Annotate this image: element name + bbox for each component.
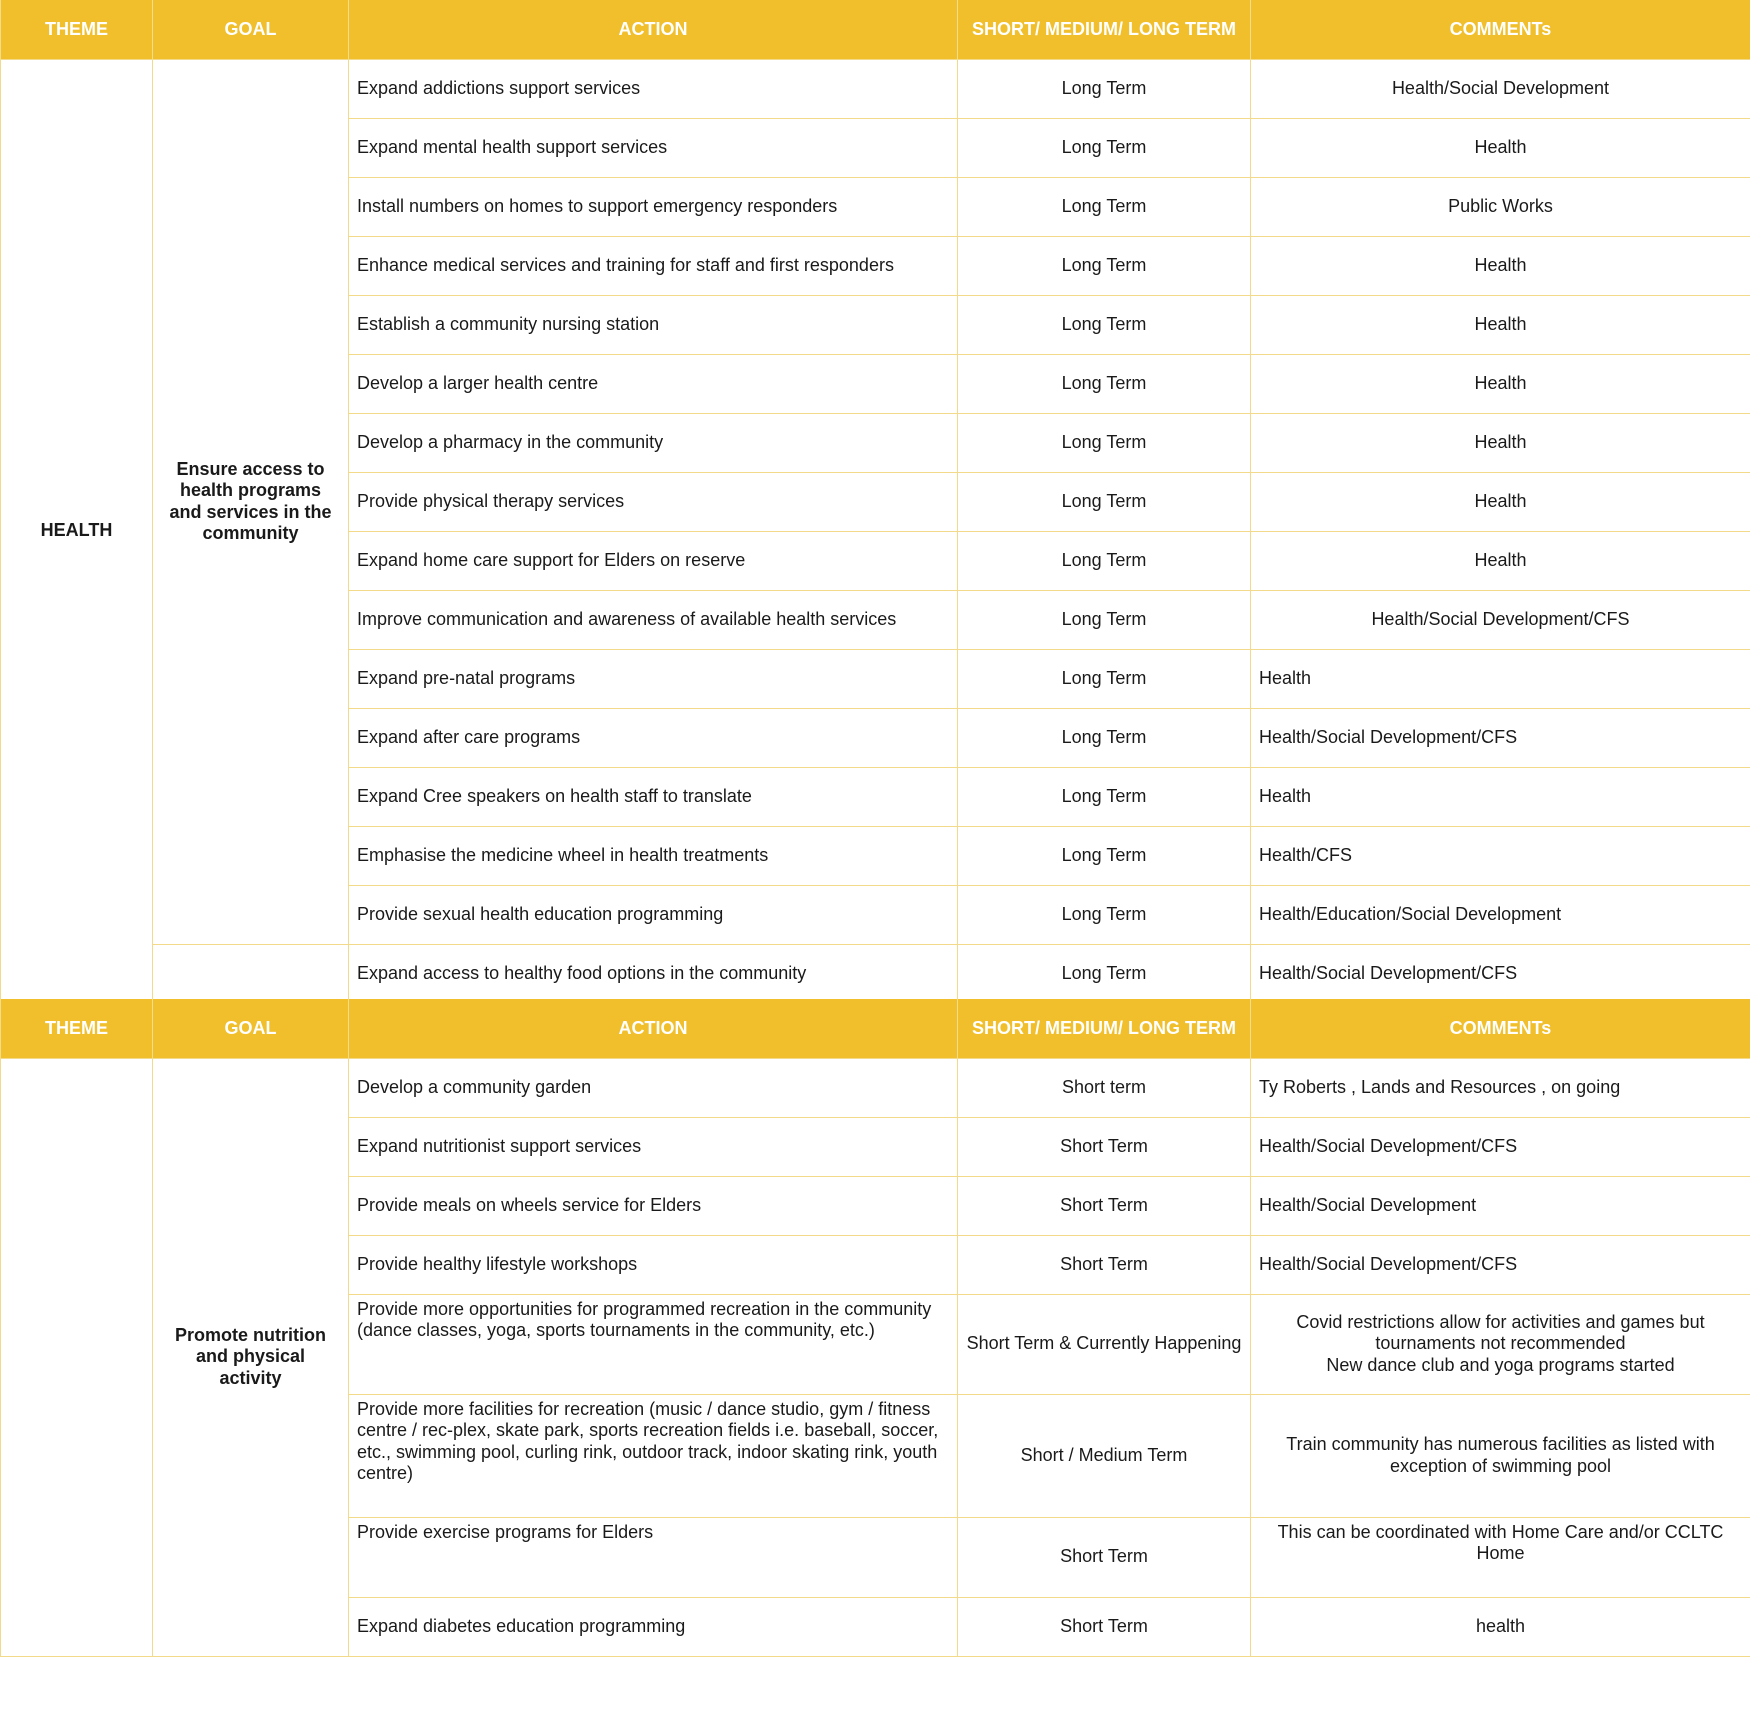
term-cell: Long Term bbox=[958, 118, 1251, 177]
comment-cell: This can be coordinated with Home Care and/or CCLTC Home bbox=[1251, 1517, 1750, 1597]
term-cell: Short Term bbox=[958, 1517, 1251, 1597]
comment-cell: Health/CFS bbox=[1251, 826, 1750, 885]
goal-cell-empty bbox=[153, 944, 349, 1003]
comment-cell: Health bbox=[1251, 354, 1750, 413]
comment-cell: Health/Social Development/CFS bbox=[1251, 708, 1750, 767]
action-cell: Expand access to healthy food options in the community bbox=[349, 944, 958, 1003]
action-cell: Establish a community nursing station bbox=[349, 295, 958, 354]
term-cell: Short Term & Currently Happening bbox=[958, 1294, 1251, 1394]
header-goal: GOAL bbox=[153, 0, 349, 59]
action-cell: Expand addictions support services bbox=[349, 59, 958, 118]
term-cell: Long Term bbox=[958, 649, 1251, 708]
action-cell: Expand mental health support services bbox=[349, 118, 958, 177]
action-cell: Expand Cree speakers on health staff to translate bbox=[349, 767, 958, 826]
comment-cell: health bbox=[1251, 1597, 1750, 1656]
term-cell: Long Term bbox=[958, 177, 1251, 236]
comment-cell: Health/Social Development/CFS bbox=[1251, 590, 1750, 649]
term-cell: Short Term bbox=[958, 1176, 1251, 1235]
table-row bbox=[1, 1058, 1750, 1117]
term-cell: Long Term bbox=[958, 472, 1251, 531]
comment-cell: Train community has numerous facilities as listed with exception of swimming pool bbox=[1251, 1394, 1750, 1517]
comment-cell: Health bbox=[1251, 295, 1750, 354]
action-cell: Enhance medical services and training for staff and first responders bbox=[349, 236, 958, 295]
comment-cell: Health bbox=[1251, 236, 1750, 295]
table-row bbox=[1, 59, 1750, 118]
action-cell: Develop a community garden bbox=[349, 1058, 958, 1117]
action-cell: Provide sexual health education programming bbox=[349, 885, 958, 944]
term-cell: Short Term bbox=[958, 1235, 1251, 1294]
action-cell: Provide healthy lifestyle workshops bbox=[349, 1235, 958, 1294]
term-cell: Long Term bbox=[958, 531, 1251, 590]
term-cell: Short Term bbox=[958, 1117, 1251, 1176]
action-cell: Provide meals on wheels service for Elders bbox=[349, 1176, 958, 1235]
action-cell: Expand home care support for Elders on reserve bbox=[349, 531, 958, 590]
comment-cell: Health/Education/Social Development bbox=[1251, 885, 1750, 944]
term-cell: Short term bbox=[958, 1058, 1251, 1117]
action-cell: Emphasise the medicine wheel in health treatments bbox=[349, 826, 958, 885]
term-cell: Long Term bbox=[958, 826, 1251, 885]
nutrition-table bbox=[0, 999, 1750, 1657]
comment-cell: Public Works bbox=[1251, 177, 1750, 236]
header-term: SHORT/ MEDIUM/ LONG TERM bbox=[958, 0, 1251, 59]
action-cell: Expand pre-natal programs bbox=[349, 649, 958, 708]
term-cell: Long Term bbox=[958, 944, 1251, 1003]
comment-cell: Health/Social Development/CFS bbox=[1251, 1235, 1750, 1294]
theme-cell bbox=[1, 1058, 153, 1656]
action-cell: Install numbers on homes to support emergency responders bbox=[349, 177, 958, 236]
term-cell: Long Term bbox=[958, 59, 1251, 118]
goal-cell: Ensure access to health programs and services in the community bbox=[153, 59, 349, 944]
action-cell: Provide more opportunities for programmed recreation in the community (dance classes, yoga, sports tournaments in the community, etc.) bbox=[349, 1294, 958, 1394]
term-cell: Long Term bbox=[958, 354, 1251, 413]
comment-cell: Health bbox=[1251, 531, 1750, 590]
comment-cell: Health bbox=[1251, 413, 1750, 472]
header-theme: THEME bbox=[1, 0, 153, 59]
header-theme: THEME bbox=[1, 999, 153, 1058]
comment-cell: Health bbox=[1251, 649, 1750, 708]
action-cell: Develop a larger health centre bbox=[349, 354, 958, 413]
theme-cell: HEALTH bbox=[1, 59, 153, 1003]
goal-cell: Promote nutrition and physical activity bbox=[153, 1058, 349, 1656]
comment-cell: Health bbox=[1251, 118, 1750, 177]
action-cell: Provide more facilities for recreation (music / dance studio, gym / fitness centre / rec-plex, skate park, sports recreation fields i.e. baseball, soccer, etc., swimming pool, curling rink, outdoor track, indoor skating rink, youth centre) bbox=[349, 1394, 958, 1517]
header-row bbox=[1, 999, 1750, 1058]
table-row bbox=[1, 944, 1750, 1003]
comment-cell: Health/Social Development/CFS bbox=[1251, 1117, 1750, 1176]
term-cell: Long Term bbox=[958, 767, 1251, 826]
comment-cell: Health/Social Development/CFS bbox=[1251, 944, 1750, 1003]
header-term: SHORT/ MEDIUM/ LONG TERM bbox=[958, 999, 1251, 1058]
header-goal: GOAL bbox=[153, 999, 349, 1058]
action-cell: Provide physical therapy services bbox=[349, 472, 958, 531]
term-cell: Long Term bbox=[958, 413, 1251, 472]
comment-cell: Health/Social Development bbox=[1251, 1176, 1750, 1235]
action-cell: Expand nutritionist support services bbox=[349, 1117, 958, 1176]
term-cell: Long Term bbox=[958, 590, 1251, 649]
comment-cell: Ty Roberts , Lands and Resources , on going bbox=[1251, 1058, 1750, 1117]
header-comments: COMMENTs bbox=[1251, 0, 1750, 59]
term-cell: Short Term bbox=[958, 1597, 1251, 1656]
action-cell: Provide exercise programs for Elders bbox=[349, 1517, 958, 1597]
action-cell: Expand diabetes education programming bbox=[349, 1597, 958, 1656]
action-cell: Improve communication and awareness of available health services bbox=[349, 590, 958, 649]
header-action: ACTION bbox=[349, 999, 958, 1058]
term-cell: Long Term bbox=[958, 236, 1251, 295]
action-cell: Develop a pharmacy in the community bbox=[349, 413, 958, 472]
comment-cell: Health bbox=[1251, 767, 1750, 826]
comment-cell: Health/Social Development bbox=[1251, 59, 1750, 118]
action-cell: Expand after care programs bbox=[349, 708, 958, 767]
term-cell: Long Term bbox=[958, 885, 1251, 944]
term-cell: Short / Medium Term bbox=[958, 1394, 1251, 1517]
comment-cell: Health bbox=[1251, 472, 1750, 531]
term-cell: Long Term bbox=[958, 295, 1251, 354]
term-cell: Long Term bbox=[958, 708, 1251, 767]
comment-cell: Covid restrictions allow for activities and games but tournaments not recommended New dance club and yoga programs started bbox=[1251, 1294, 1750, 1394]
header-action: ACTION bbox=[349, 0, 958, 59]
header-comments: COMMENTs bbox=[1251, 999, 1750, 1058]
header-row bbox=[1, 0, 1750, 59]
